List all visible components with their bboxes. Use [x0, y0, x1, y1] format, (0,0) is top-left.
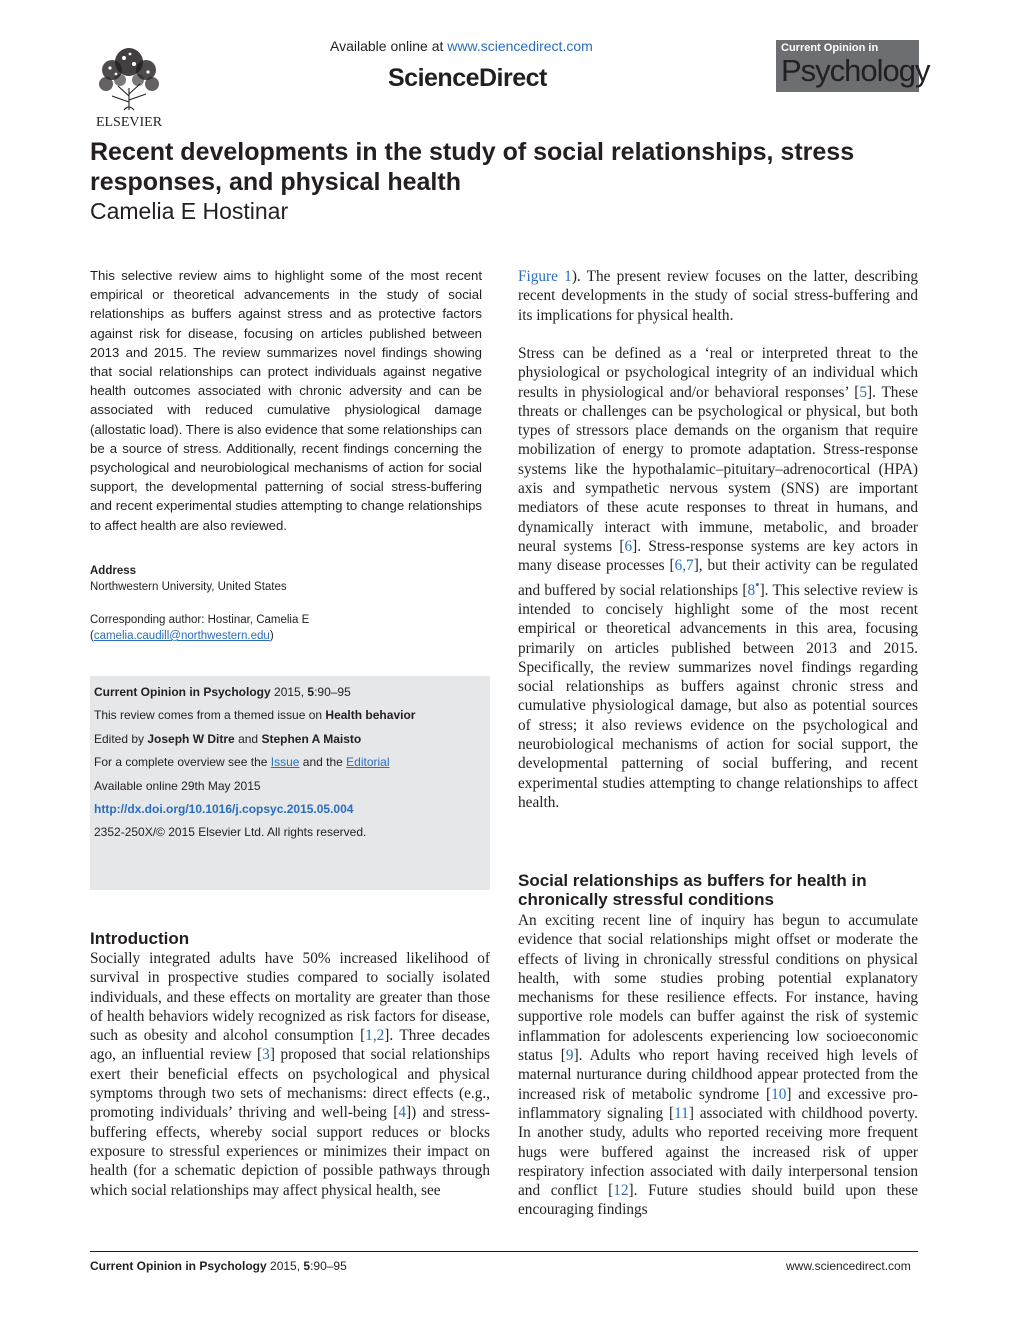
- correspondence: [90, 612, 482, 644]
- author-email-link[interactable]: camelia.caudill@northwestern.edu: [93, 630, 270, 642]
- footer-url[interactable]: www.sciencedirect.com: [786, 1259, 911, 1273]
- journal-badge-top: Current Opinion in: [781, 42, 879, 54]
- info-editors: [94, 728, 486, 751]
- info-overview-prefix: For a complete overview see the: [94, 755, 271, 770]
- issue-link[interactable]: Issue: [270, 755, 300, 770]
- info-and: and: [234, 731, 262, 746]
- p2-text-5: ]. This selective review is intended to concisely highlight some of the most recent empirical or theoretical advancements in this area, focusing primarily on articles published between 2013 and 2015. Specifically, the review summarizes novel findings regarding social relationships as buffers against chronic stress and cumulative physiological damage, but also as potential sources of stress; it also reviews evidence on the psychological and neurobiological mechanisms of action for social support, the developmental patterning of social buffering, and recent experimental studies attempting to change relationships to affect health.: [518, 581, 918, 811]
- article-info-box: [90, 676, 490, 890]
- sciencedirect-link[interactable]: www.sciencedirect.com: [447, 38, 593, 54]
- info-themed-prefix: This review comes from a themed issue on: [94, 708, 326, 723]
- email-close-paren: ): [269, 630, 274, 642]
- available-online-line: [330, 38, 593, 54]
- editorial-link[interactable]: Editorial: [346, 755, 390, 770]
- footer-divider: [90, 1251, 918, 1252]
- ref-link-6[interactable]: 6: [624, 537, 633, 555]
- p2-text-1: Stress can be defined as a ‘real or interpreted threat to the physiological or psychological integrity of an individual which results in physiological and/or behavioral responses’ [: [518, 345, 918, 401]
- p2-text-2: ]. These threats or challenges can be psychological or physical, but both types of stressors place demands on the organism that require mobilization of energy to promote adaptation. Stress-response systems like the hypothalamic–pituitary–adrenocortical (HPA) axis and sympathetic nervous system (SNS) are important mediators of these acute responses to threat in humans, and dynamically interact with immune, metabolic, and broader neural systems [: [518, 383, 918, 555]
- info-editor-1: Joseph W Ditre: [147, 731, 235, 746]
- figure-1-link[interactable]: Figure 1: [518, 268, 572, 285]
- footer-citation: [90, 1259, 347, 1273]
- p3-text-5: ]. Future studies should build upon these encouraging findings: [518, 1182, 918, 1219]
- footer-volume: 5: [303, 1259, 311, 1273]
- email-open-paren: (: [90, 630, 94, 642]
- ref-8-bullet: •: [755, 577, 760, 592]
- doi-link[interactable]: http://dx.doi.org/10.1016/j.copsyc.2015.05.004: [94, 801, 354, 816]
- available-online-prefix: Available online at: [330, 38, 448, 54]
- ref-link-5[interactable]: 5: [859, 383, 867, 401]
- right-paragraph-2: [518, 344, 918, 812]
- info-edited-prefix: Edited by: [94, 731, 148, 746]
- article-author: Camelia E Hostinar: [90, 198, 289, 224]
- correspondence-email-line: [90, 628, 482, 644]
- ref-link-10[interactable]: 10: [771, 1085, 787, 1103]
- right-p1-text: ). The present review focuses on the latter, describing recent developments in the study of social stress-buffering and its implications for physical health.: [518, 268, 918, 324]
- right-paragraph-1: [518, 267, 918, 325]
- info-year: 2015,: [270, 685, 308, 699]
- p3-text-4: ] associated with childhood poverty. In another study, adults who reported receiving more frequent hugs were buffered against the increased risk of upper respiratory infection associated with daily interpersonal tension and conflict [: [518, 1104, 918, 1200]
- corresponding-author: Corresponding author: Hostinar, Camelia E: [90, 614, 310, 626]
- p3-text-1: An exciting recent line of inquiry has begun to accumulate evidence that social relationships might offset or moderate the effects of living in chronically stressful conditions on physical health, with some studies probing potential explanatory mechanisms for these resilience effects. For instance, having supportive role models can buffer against the risk of systemic inflammation for adolescents experiencing low socioeconomic status [: [518, 912, 918, 1065]
- ref-link-11[interactable]: 11: [674, 1104, 689, 1122]
- intro-text-2: ]. Three decades ago, an influential review [: [90, 1027, 490, 1064]
- abstract: This selective review aims to highlight some of the most recent empirical or theoretical advancements in the study of social relationships as buffers against stress and as protective factors against risk for disease, focusing on articles published between 2013 and 2015. The review summarizes novel findings showing that social relationships can protect individuals against negative health outcomes associated with chronic adversity and can be associated with reduced cumulative physiological damage (allostatic load). There is also evidence that some relationships can be a source of stress. Additionally, recent findings concerning the psychological and neurobiological mechanisms of action for social support, the developmental patterning of social stress-buffering and recent experimental studies attempting to change relationships to affect health are also reviewed.: [90, 268, 482, 533]
- sciencedirect-brand: ScienceDirect: [388, 64, 547, 92]
- journal-badge: [776, 40, 930, 92]
- info-overview-mid: and the: [299, 755, 347, 770]
- ref-link-8[interactable]: [747, 577, 760, 599]
- ref-8-number: 8: [747, 581, 756, 599]
- ref-link-3[interactable]: 3: [262, 1046, 270, 1064]
- info-editor-2: Stephen A Maisto: [261, 731, 362, 746]
- article-title: Recent developments in the study of social relationships, stress responses, and physical health: [90, 138, 855, 196]
- ref-link-12[interactable]: 12: [613, 1182, 629, 1200]
- section-heading-social-buffers: Social relationships as buffers for health in chronically stressful conditions: [518, 871, 867, 909]
- elsevier-wordmark: ELSEVIER: [95, 115, 163, 128]
- info-available-date: Available online 29th May 2015: [94, 778, 261, 793]
- info-volume: 5: [307, 685, 315, 699]
- address-label: Address: [90, 565, 137, 577]
- info-citation: [94, 681, 486, 704]
- info-pages: :90–95: [314, 685, 351, 699]
- p3-text-2: ]. Adults who report having received high levels of maternal nurturance during childhood appear protected from the increased risk of metabolic syndrome [: [518, 1047, 918, 1103]
- address-value: Northwestern University, United States: [90, 581, 287, 593]
- info-copyright: 2352-250X/© 2015 Elsevier Ltd. All rights reserved.: [94, 825, 367, 840]
- ref-link-1-2[interactable]: 1,2: [365, 1027, 385, 1045]
- elsevier-logo: [88, 40, 170, 128]
- info-overview: [94, 751, 486, 774]
- ref-link-9[interactable]: 9: [565, 1047, 574, 1065]
- p2-text-4: ], but their activity can be regulated and buffered by social relationships [: [518, 557, 918, 599]
- journal-badge-main: Psychology: [781, 53, 930, 88]
- info-journal: Current Opinion in Psychology: [94, 685, 271, 699]
- p2-text-3: ]. Stress-response systems are key actors in many disease processes [: [518, 537, 918, 575]
- footer-pages: :90–95: [310, 1259, 347, 1273]
- p3-text-3: ] and excessive pro-inflammatory signaling [: [518, 1085, 918, 1122]
- introduction-heading: Introduction: [90, 929, 190, 948]
- elsevier-tree-icon: [88, 40, 170, 128]
- info-themed-topic: Health behavior: [325, 708, 416, 723]
- introduction-body: [90, 949, 490, 1239]
- footer-year: 2015,: [266, 1259, 304, 1273]
- intro-text-4: ]) and stress-buffering effects, whereby social support reduces or blocks exposure to stressful experiences or minimizes their impact on health (for a schematic depiction of possible pathways through which social relationships may affect physical health, see: [90, 1104, 490, 1199]
- right-paragraph-3: [518, 911, 918, 1239]
- ref-link-6-7[interactable]: 6,7: [674, 557, 694, 575]
- info-themed-issue: [94, 704, 486, 727]
- intro-text-3: ] proposed that social relationships exert their beneficial effects on psychological and physical symptoms through two sets of mechanisms: direct effects (e.g., promoting individuals’ thriving and well-being [: [90, 1046, 490, 1122]
- footer-journal: Current Opinion in Psychology: [90, 1259, 267, 1273]
- intro-text-1: Socially integrated adults have 50% increased likelihood of survival in prospective studies compared to socially isolated individuals, and these effects on mortality are greater than those of health behaviors widely recognized as risk factors for disease, such as obesity and alcohol consumption [: [90, 950, 490, 1045]
- ref-link-4[interactable]: 4: [398, 1104, 406, 1122]
